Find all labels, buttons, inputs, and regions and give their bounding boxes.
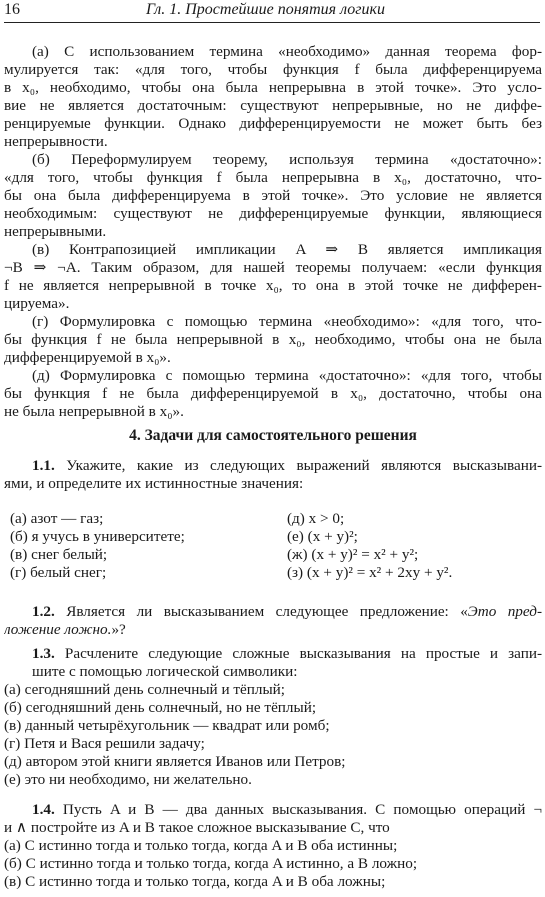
- list-item: (б) сегодняшний день солнечный, но не тёплый;: [4, 699, 317, 716]
- text-line: «для того, чтобы функция f была непрерывна в x₀, достаточно, что-: [4, 169, 542, 186]
- list-item: (а) азот — газ;: [10, 510, 104, 527]
- task-1-1-left-column: [10, 510, 280, 582]
- text-line: дифференцируемой в x₀».: [4, 349, 171, 366]
- list-item: (в) снег белый;: [10, 546, 108, 563]
- text-line: бы она была дифференцируема в этой точке». Это условие не является: [4, 187, 542, 204]
- text-line: [4, 603, 542, 621]
- text-line: мулируется так: «для того, чтобы функция f была дифференцируема: [4, 61, 542, 78]
- text-line: и ∧ постройте из A и B такое сложное высказывание C, что: [4, 819, 390, 836]
- task-1-3: [4, 645, 542, 789]
- paragraph-a: [4, 43, 542, 151]
- task-number: 1.4.: [32, 801, 55, 818]
- page-number: 16: [4, 1, 20, 18]
- text-line: бы функция f не была непрерывной в x₀, необходимо, чтобы она не была: [4, 331, 542, 348]
- task-text: Пусть A и B — два данных высказывания. С помощью операций ¬: [62, 801, 542, 818]
- list-item: (е) это ни необходимо, ни желательно.: [4, 771, 252, 788]
- list-item: (г) Петя и Вася решили задачу;: [4, 735, 205, 752]
- text-line: (д) Формулировка с помощью термина «достаточно»: «для того, чтобы: [32, 367, 542, 384]
- task-1-4: [4, 801, 542, 891]
- text-line: ями, и определите их истинностные значения:: [4, 475, 304, 492]
- list-item: (в) данный четырёхугольник — квадрат или ромб;: [4, 717, 330, 734]
- task-text: Укажите, какие из следующих выражений являются высказывани-: [66, 457, 542, 474]
- list-item: (д) автором этой книги является Иванов или Петров;: [4, 753, 346, 770]
- text-line: шите с помощью логической символики:: [32, 663, 298, 680]
- text-line: [4, 645, 542, 663]
- text-line: не была непрерывной в x₀».: [4, 403, 184, 420]
- text-line: необходимым: существуют не дифференцируемые функции, являющиеся: [4, 205, 542, 222]
- task-number: 1.1.: [32, 457, 55, 474]
- text-line: (г) Формулировка с помощью термина «необходимо»: «для того, что-: [32, 313, 542, 330]
- task-1-2: [4, 603, 542, 639]
- section-heading: 4. Задачи для самостоятельного решения: [129, 427, 417, 444]
- list-item: (ж) (x + y)² = x² + y²;: [287, 546, 419, 563]
- list-item: (б) C истинно тогда и только тогда, когда A истинно, а B ложно;: [4, 855, 418, 872]
- task-text: Расчлените следующие сложные высказывания на простые и запи-: [64, 645, 542, 662]
- text-line: в x₀, необходимо, чтобы она была непрерывна в этой точке». Это усло-: [4, 79, 542, 96]
- quote-close: »?: [111, 621, 126, 638]
- paragraph-b: [4, 151, 542, 241]
- text-line: цируема».: [4, 295, 70, 312]
- text-line: [4, 621, 542, 639]
- text-line: f не является непрерывной в точке x₀, то она в этой точке не дифферен-: [4, 277, 542, 294]
- list-item: (а) C истинно тогда и только тогда, когда A и B оба истинны;: [4, 837, 398, 854]
- text-line: (а) С использованием термина «необходимо» данная теорема фор-: [32, 43, 542, 60]
- text-line: (в) Контрапозицией импликации A ⇒ B является импликация: [32, 241, 542, 258]
- quote-italic: ложение ложно.: [4, 621, 112, 638]
- task-number: 1.3.: [32, 645, 55, 662]
- text-line: непрерывности.: [4, 133, 108, 150]
- paragraph-d: [4, 367, 542, 421]
- text-line: ¬B ⇒ ¬A. Таким образом, для нашей теоремы получаем: «если функция: [4, 259, 542, 276]
- running-head: [4, 0, 540, 23]
- quote-italic: Это пред-: [467, 603, 542, 620]
- task-1-1: [4, 457, 542, 493]
- list-item: (в) C истинно тогда и только тогда, когда A и B оба ложны;: [4, 873, 386, 890]
- list-item: (б) я учусь в университете;: [10, 528, 185, 545]
- list-item: (г) белый снег;: [10, 564, 107, 581]
- list-item: (д) x > 0;: [287, 510, 345, 527]
- list-item: (з) (x + y)² = x² + 2xy + y².: [287, 564, 453, 581]
- text-line: бы функция f не была дифференцируемой в x₀, достаточно, чтобы она: [4, 385, 542, 402]
- text-line: вие не является достаточным: существуют непрерывные, но не диффе-: [4, 97, 542, 114]
- list-item: (е) (x + y)²;: [287, 528, 358, 545]
- task-text: Является ли высказыванием следующее предложение: «: [66, 603, 468, 620]
- paragraph-g: [4, 313, 542, 367]
- text-line: непрерывными.: [4, 223, 107, 240]
- task-number: 1.2.: [32, 603, 55, 620]
- task-1-1-right-column: [287, 510, 542, 582]
- list-item: (а) сегодняшний день солнечный и тёплый;: [4, 681, 286, 698]
- running-title: Гл. 1. Простейшие понятия логики: [146, 1, 385, 18]
- text-line: (б) Переформулируем теорему, используя термина «достаточно»:: [32, 151, 542, 168]
- text-line: [4, 801, 542, 819]
- text-line: ренцируемые функции. Однако дифференцируемости не может быть без: [4, 115, 542, 132]
- text-line: [4, 457, 542, 475]
- paragraph-v: [4, 241, 542, 313]
